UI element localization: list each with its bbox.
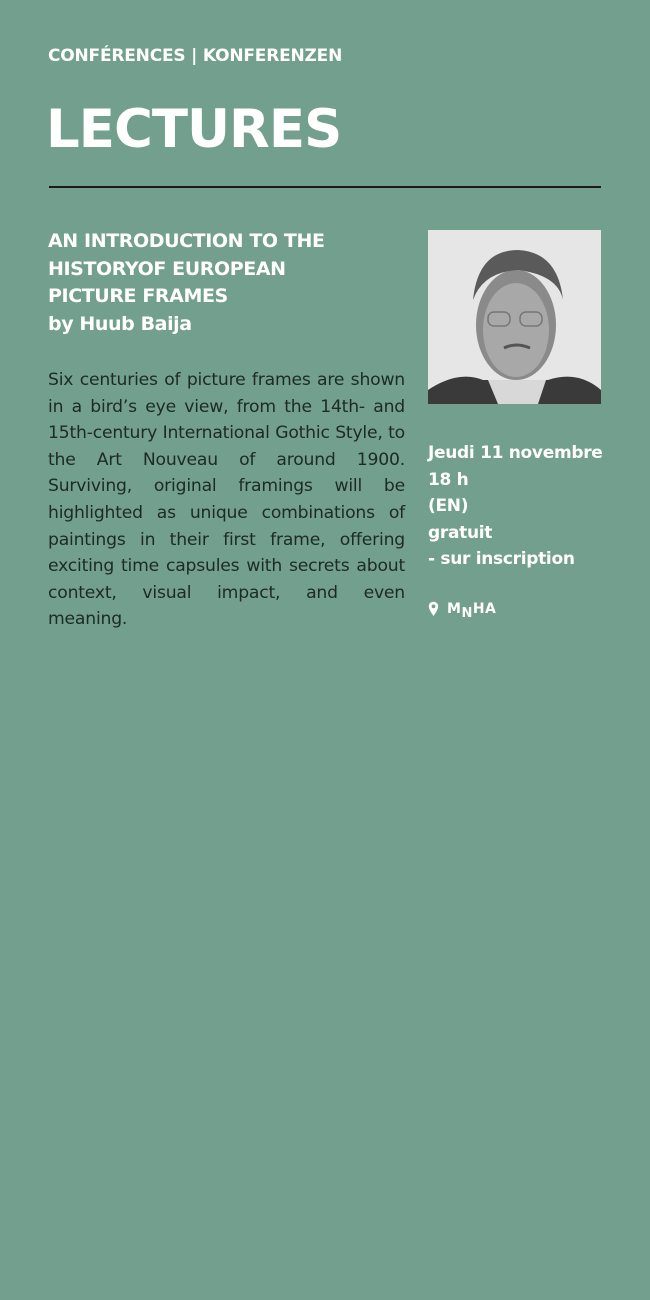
lecture-title-line: HISTORYOF EUROPEAN [48, 257, 286, 280]
speaker-name: by Huub Baija [48, 312, 192, 335]
section-label: CONFÉRENCES | KONFERENZEN [48, 46, 343, 66]
venue-logo-mnha: M N HA [447, 601, 497, 621]
lecture-title [48, 228, 408, 338]
event-registration: - sur inscription [428, 549, 575, 570]
event-date: Jeudi 11 novembre [428, 443, 603, 463]
event-time: 18 h [428, 469, 469, 490]
event-language: (EN) [428, 496, 469, 517]
venue [428, 601, 497, 621]
event-price: gratuit [428, 522, 493, 543]
lecture-title-line: AN INTRODUCTION TO THE [48, 230, 325, 252]
event-info [428, 440, 603, 573]
page-title: LECTURES [46, 99, 342, 160]
location-pin-icon [428, 601, 439, 617]
lecture-description: Six centuries of picture frames are shown in a bird’s eye view, from the 14th- and 15th-century International Gothic Style, to the Art Nouveau of around 1900. Surviving, original framings will be highlighted as unique combinations of paintings in their first frame, offering exciting time capsules with secrets about context, visual impact, and even meaning. [48, 370, 405, 630]
portrait-image [428, 230, 601, 404]
lecture-title-line: PICTURE FRAMES [48, 285, 228, 307]
speaker-portrait [428, 230, 601, 404]
divider [49, 186, 601, 188]
